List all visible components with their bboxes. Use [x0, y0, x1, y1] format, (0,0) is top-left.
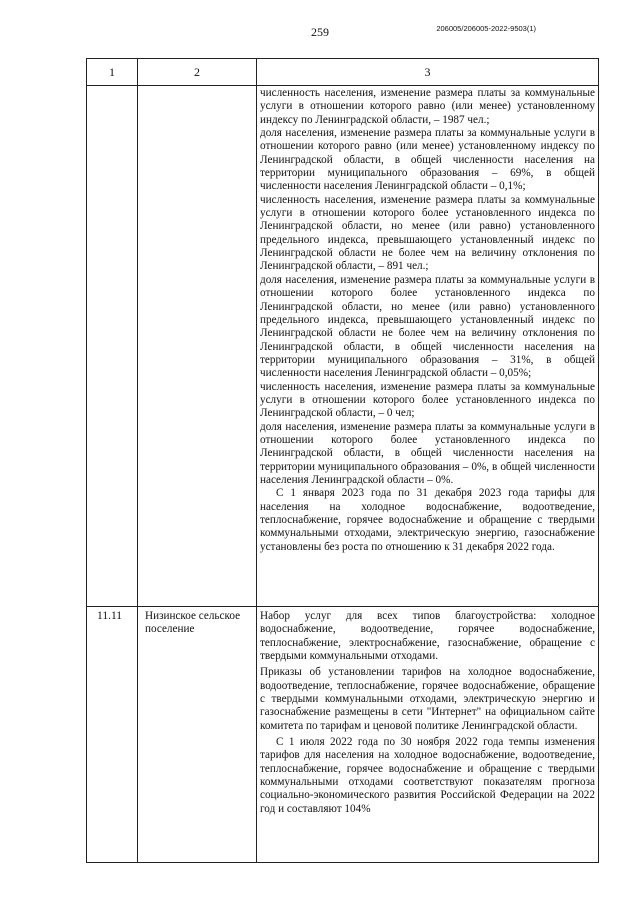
- paragraph: численность населения, изменение размера платы за коммунальные услуги в отношении которого более установленного индекса по Ленинградской области, но менее (или равно) установленного предельного индекса, превышающего установленный индекс по Ленинградской области не более чем на величину отклонения по Ленинградской области, – 891 чел.;: [260, 193, 595, 273]
- paragraph: Набор услуг для всех типов благоустройства: холодное водоснабжение, водоотведение, горячее водоснабжение, теплоснабжение, электроснабжение, газоснабжение, обращение с твердыми коммунальными отходами.: [260, 610, 595, 663]
- table-row: [87, 86, 599, 607]
- description-cell: [257, 607, 599, 863]
- table-row: [87, 607, 599, 863]
- settlement-name-cell: [138, 86, 257, 607]
- row-number-cell: 11.11: [87, 607, 138, 863]
- description-cell: [257, 86, 599, 607]
- document-code: 206005/206005-2022-9503(1): [436, 24, 536, 33]
- paragraph: С 1 января 2023 года по 31 декабря 2023 года тарифы для населения на холодное водоснабжение, водоотведение, теплоснабжение, горячее водоснабжение и обращение с твердыми коммунальными отходами, электрическую энергию, газоснабжение установлены без роста по отношению к 31 декабря 2022 года.: [260, 487, 595, 553]
- table-header-row: [87, 59, 599, 86]
- row-number-cell: [87, 86, 138, 607]
- tariff-table: [86, 58, 599, 863]
- paragraph: доля населения, изменение размера платы за коммунальные услуги в отношении которого равно (или менее) установленному индексу по Ленинградской области, в общей численности населения на территории муниципального образования – 69%, в общей численности населения Ленинградской области – 0,1%;: [260, 127, 595, 193]
- settlement-name-cell: Низинское сельское поселение: [138, 607, 257, 863]
- paragraph: численность населения, изменение размера платы за коммунальные услуги в отношении которого более установленного индекса по Ленинградской области, – 0 чел;: [260, 380, 595, 420]
- paragraph: численность населения, изменение размера платы за коммунальные услуги в отношении которого равно (или менее) установленному индексу по Ленинградской области, – 1987 чел.;: [260, 87, 595, 126]
- column-header-1: 1: [87, 59, 138, 86]
- paragraph: С 1 июля 2022 года по 30 ноября 2022 года темпы изменения тарифов для населения на холодное водоснабжение, водоотведение, теплоснабжение, горячее водоснабжение и обращение с твердыми коммунальными отходами соответствуют показателям прогноза социально-экономического развития Российской Федерации на 2022 год и составляют 104%: [260, 736, 595, 815]
- paragraph: доля населения, изменение размера платы за коммунальные услуги в отношении которого более установленного индекса по Ленинградской области, но менее (или равно) установленного предельного индекса, превышающего установленный индекс по Ленинградской области не более чем на величину отклонения по Ленинградской области, в общей численности населения на территории муниципального образования – 31%, в общей численности населения Ленинградской области – 0,05%;: [260, 273, 595, 380]
- page-number: 259: [311, 25, 329, 39]
- paragraph: доля населения, изменение размера платы за коммунальные услуги в отношении которого более установленного индекса по Ленинградской области, в общей численности населения на территории муниципального образования – 0%, в общей численности населения Ленинградской области – 0%.: [260, 420, 595, 486]
- column-header-3: 3: [257, 59, 599, 86]
- column-header-2: 2: [138, 59, 257, 86]
- paragraph: Приказы об установлении тарифов на холодное водоснабжение, водоотведение, теплоснабжение, горячее водоснабжение, обращение с твердыми коммунальными отходами, электрическую энергию и газоснабжение размещены в сети "Интернет" на официальном сайте комитета по тарифам и ценовой политике Ленинградской области.: [260, 666, 595, 732]
